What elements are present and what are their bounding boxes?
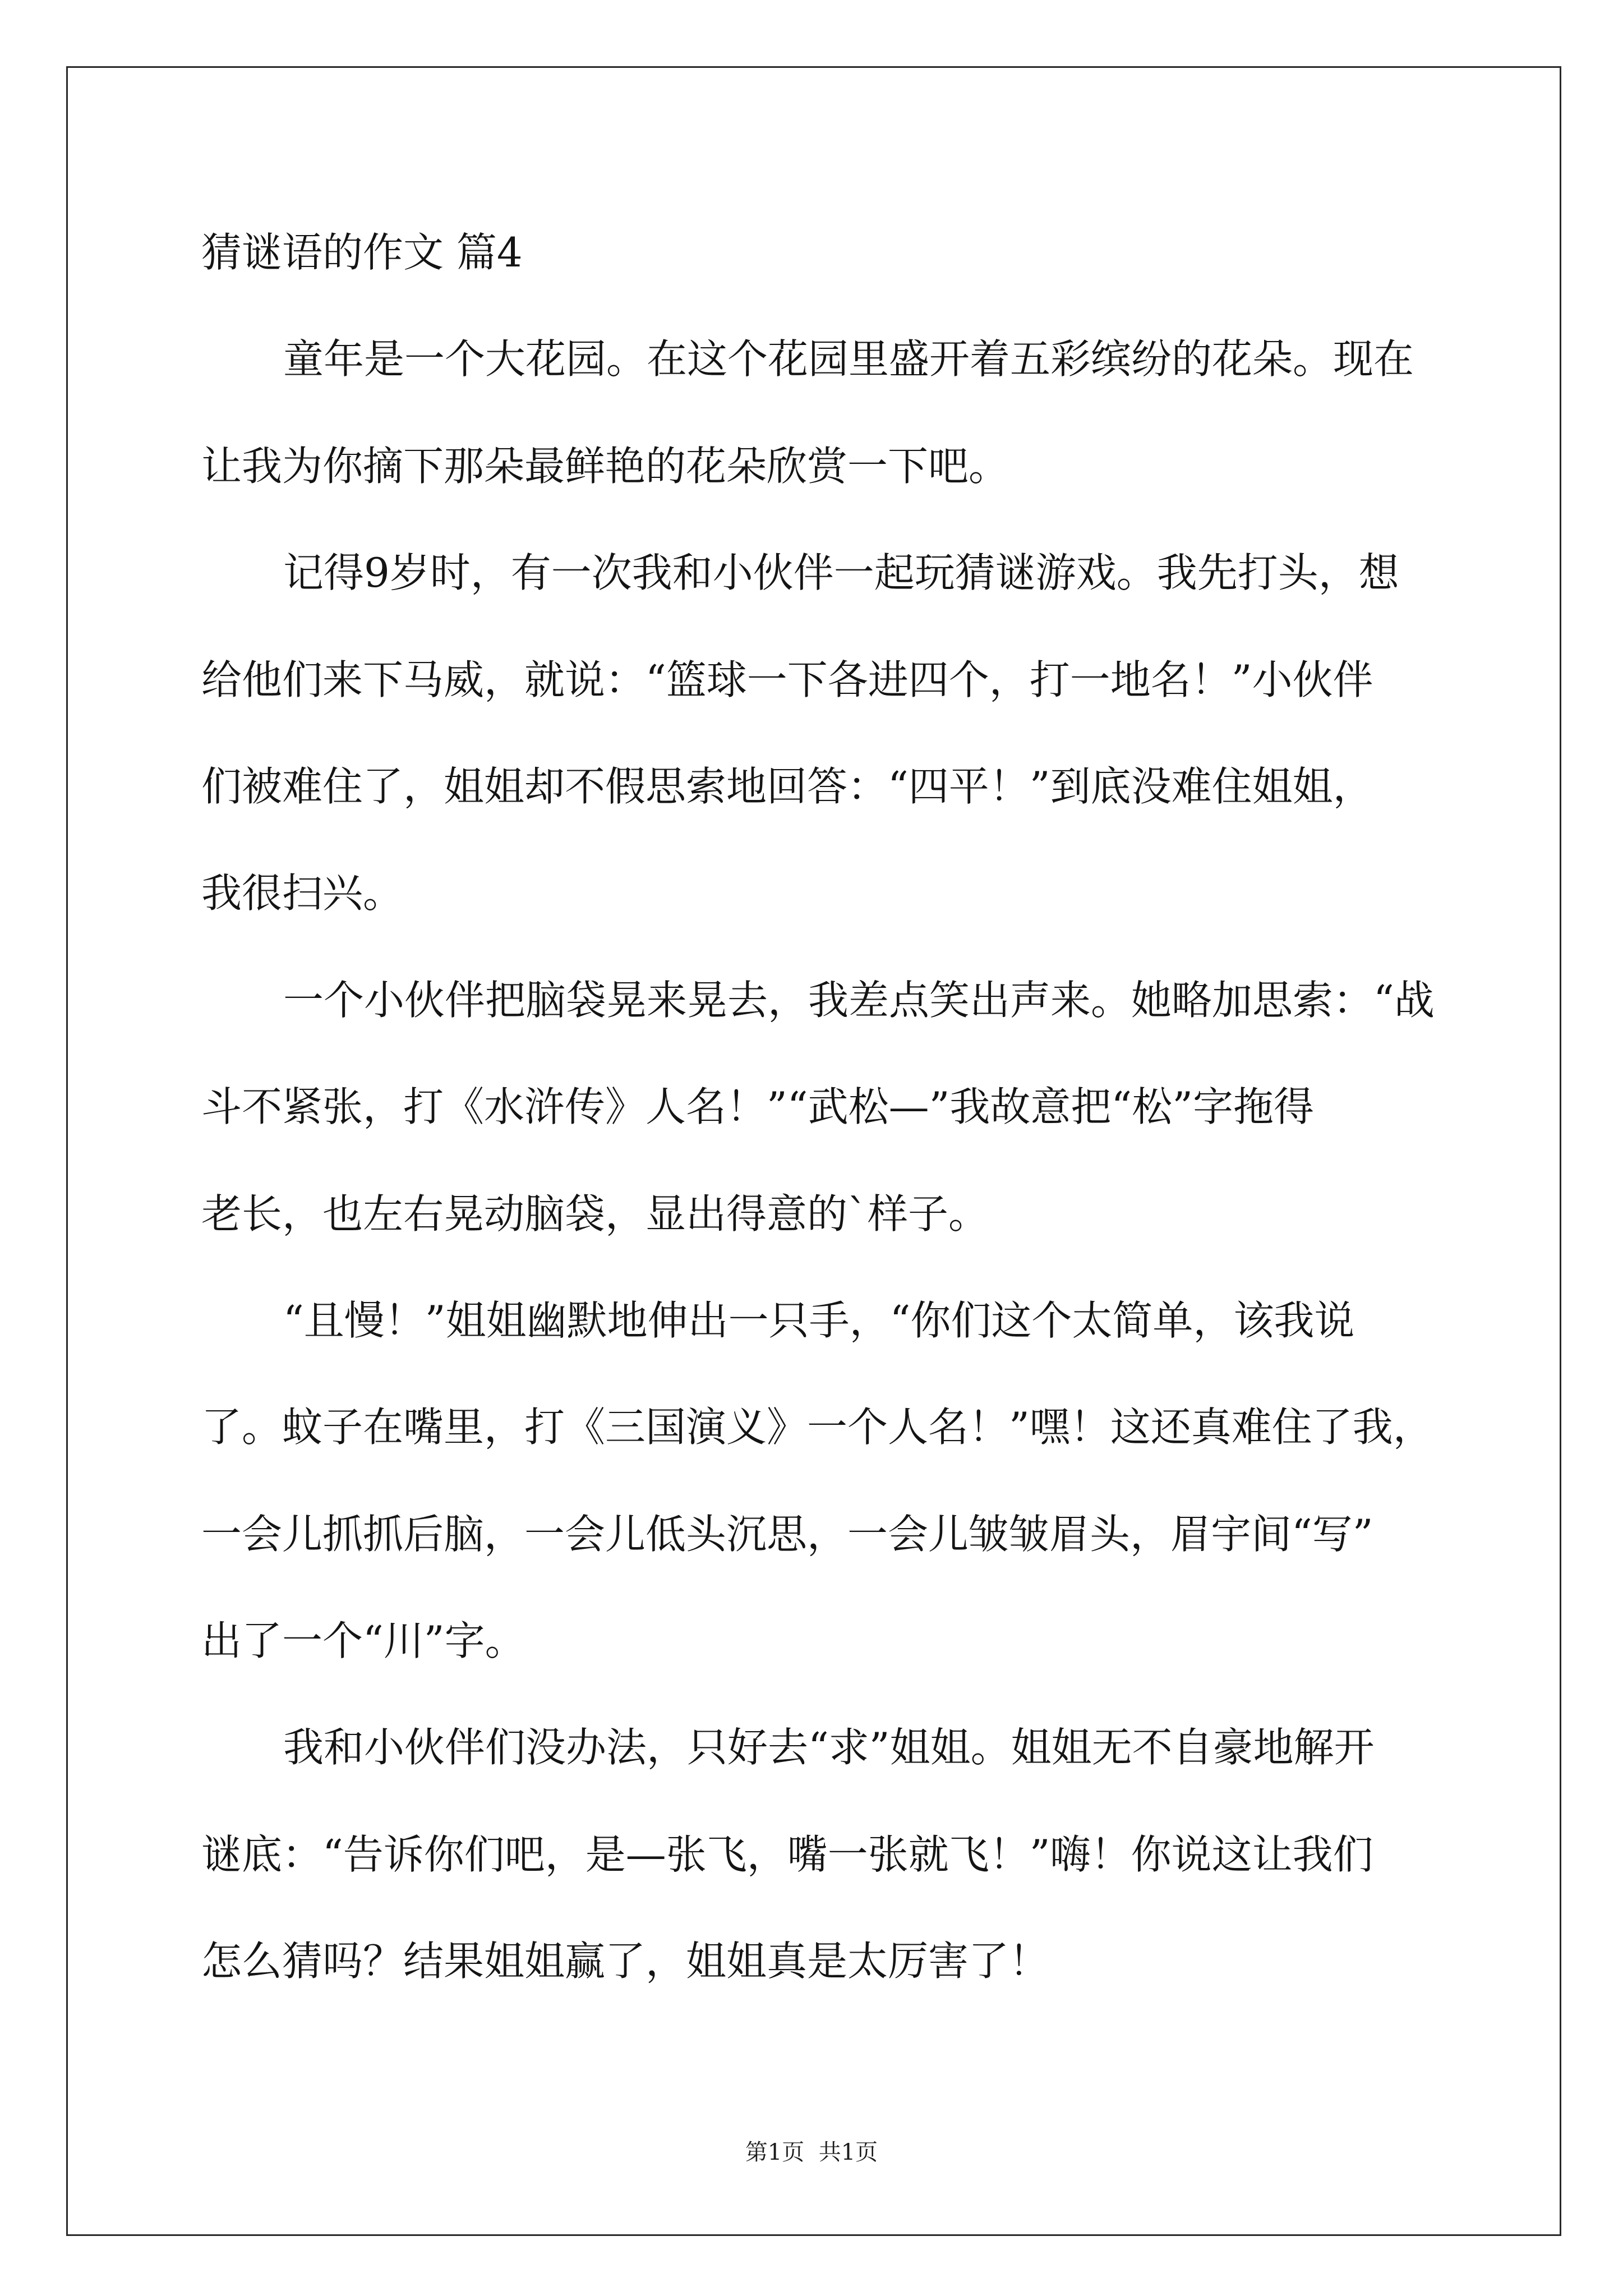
- paragraph-line: 让我为你摘下那朵最鲜艳的花朵欣赏一下吧。: [201, 442, 1009, 490]
- paragraph-line: 童年是一个大花园。在这个花园里盛开着五彩缤纷的花朵。现在: [283, 335, 1414, 383]
- paragraph: [201, 947, 1435, 1267]
- paragraph-line: 了。蚊子在嘴里，打《三国演义》一个人名！”嘿！这还真难住了我，: [201, 1404, 1433, 1451]
- paragraph-line: 记得9岁时，有一次我和小伙伴一起玩猜谜游戏。我先打头，想: [283, 549, 1399, 597]
- paragraph-line: 老长，也左右晃动脑袋，显出得意的`样子。: [201, 1190, 989, 1237]
- paragraph-line: 给他们来下马威，就说：“篮球一下各进四个，打一地名！”小伙伴: [201, 656, 1373, 703]
- paragraph-line: 出了一个“川”字。: [201, 1617, 525, 1665]
- paragraph-line: 谜底：“告诉你们吧，是—张飞，嘴一张就飞！”嗨！你说这让我们: [201, 1830, 1373, 1878]
- paragraph-line: 一个小伙伴把脑袋晃来晃去，我差点笑出声来。她略加思索：“战: [283, 976, 1435, 1024]
- paragraph: [201, 519, 1435, 947]
- paragraph: [201, 1267, 1435, 1695]
- paragraph-line: 一会儿抓抓后脑，一会儿低头沉思，一会儿皱皱眉头，眉宇间“写”: [201, 1510, 1373, 1558]
- document-title: 猜谜语的作文 篇4: [201, 229, 523, 276]
- paragraph: [201, 1694, 1435, 2014]
- document-body: [201, 199, 1435, 2015]
- page-footer: 第1页 共1页: [745, 2139, 878, 2165]
- paragraph-line: 我很扫兴。: [201, 869, 404, 917]
- paragraph: [201, 306, 1435, 519]
- paragraph-line: 怎么猜吗？结果姐姐赢了，姐姐真是太厉害了！: [201, 1938, 1050, 1985]
- paragraph-line: “且慢！”姐姐幽默地伸出一只手，“你们这个太简单，该我说: [283, 1296, 1355, 1344]
- paragraph-line: 们被难住了，姐姐却不假思索地回答：“四平！”到底没难住姐姐，: [201, 762, 1373, 810]
- paragraph-line: 我和小伙伴们没办法，只好去“求”姐姐。姐姐无不自豪地解开: [283, 1724, 1375, 1772]
- paragraph-line: 斗不紧张，打《水浒传》人名！”“武松—”我故意把“松”字拖得: [201, 1083, 1315, 1131]
